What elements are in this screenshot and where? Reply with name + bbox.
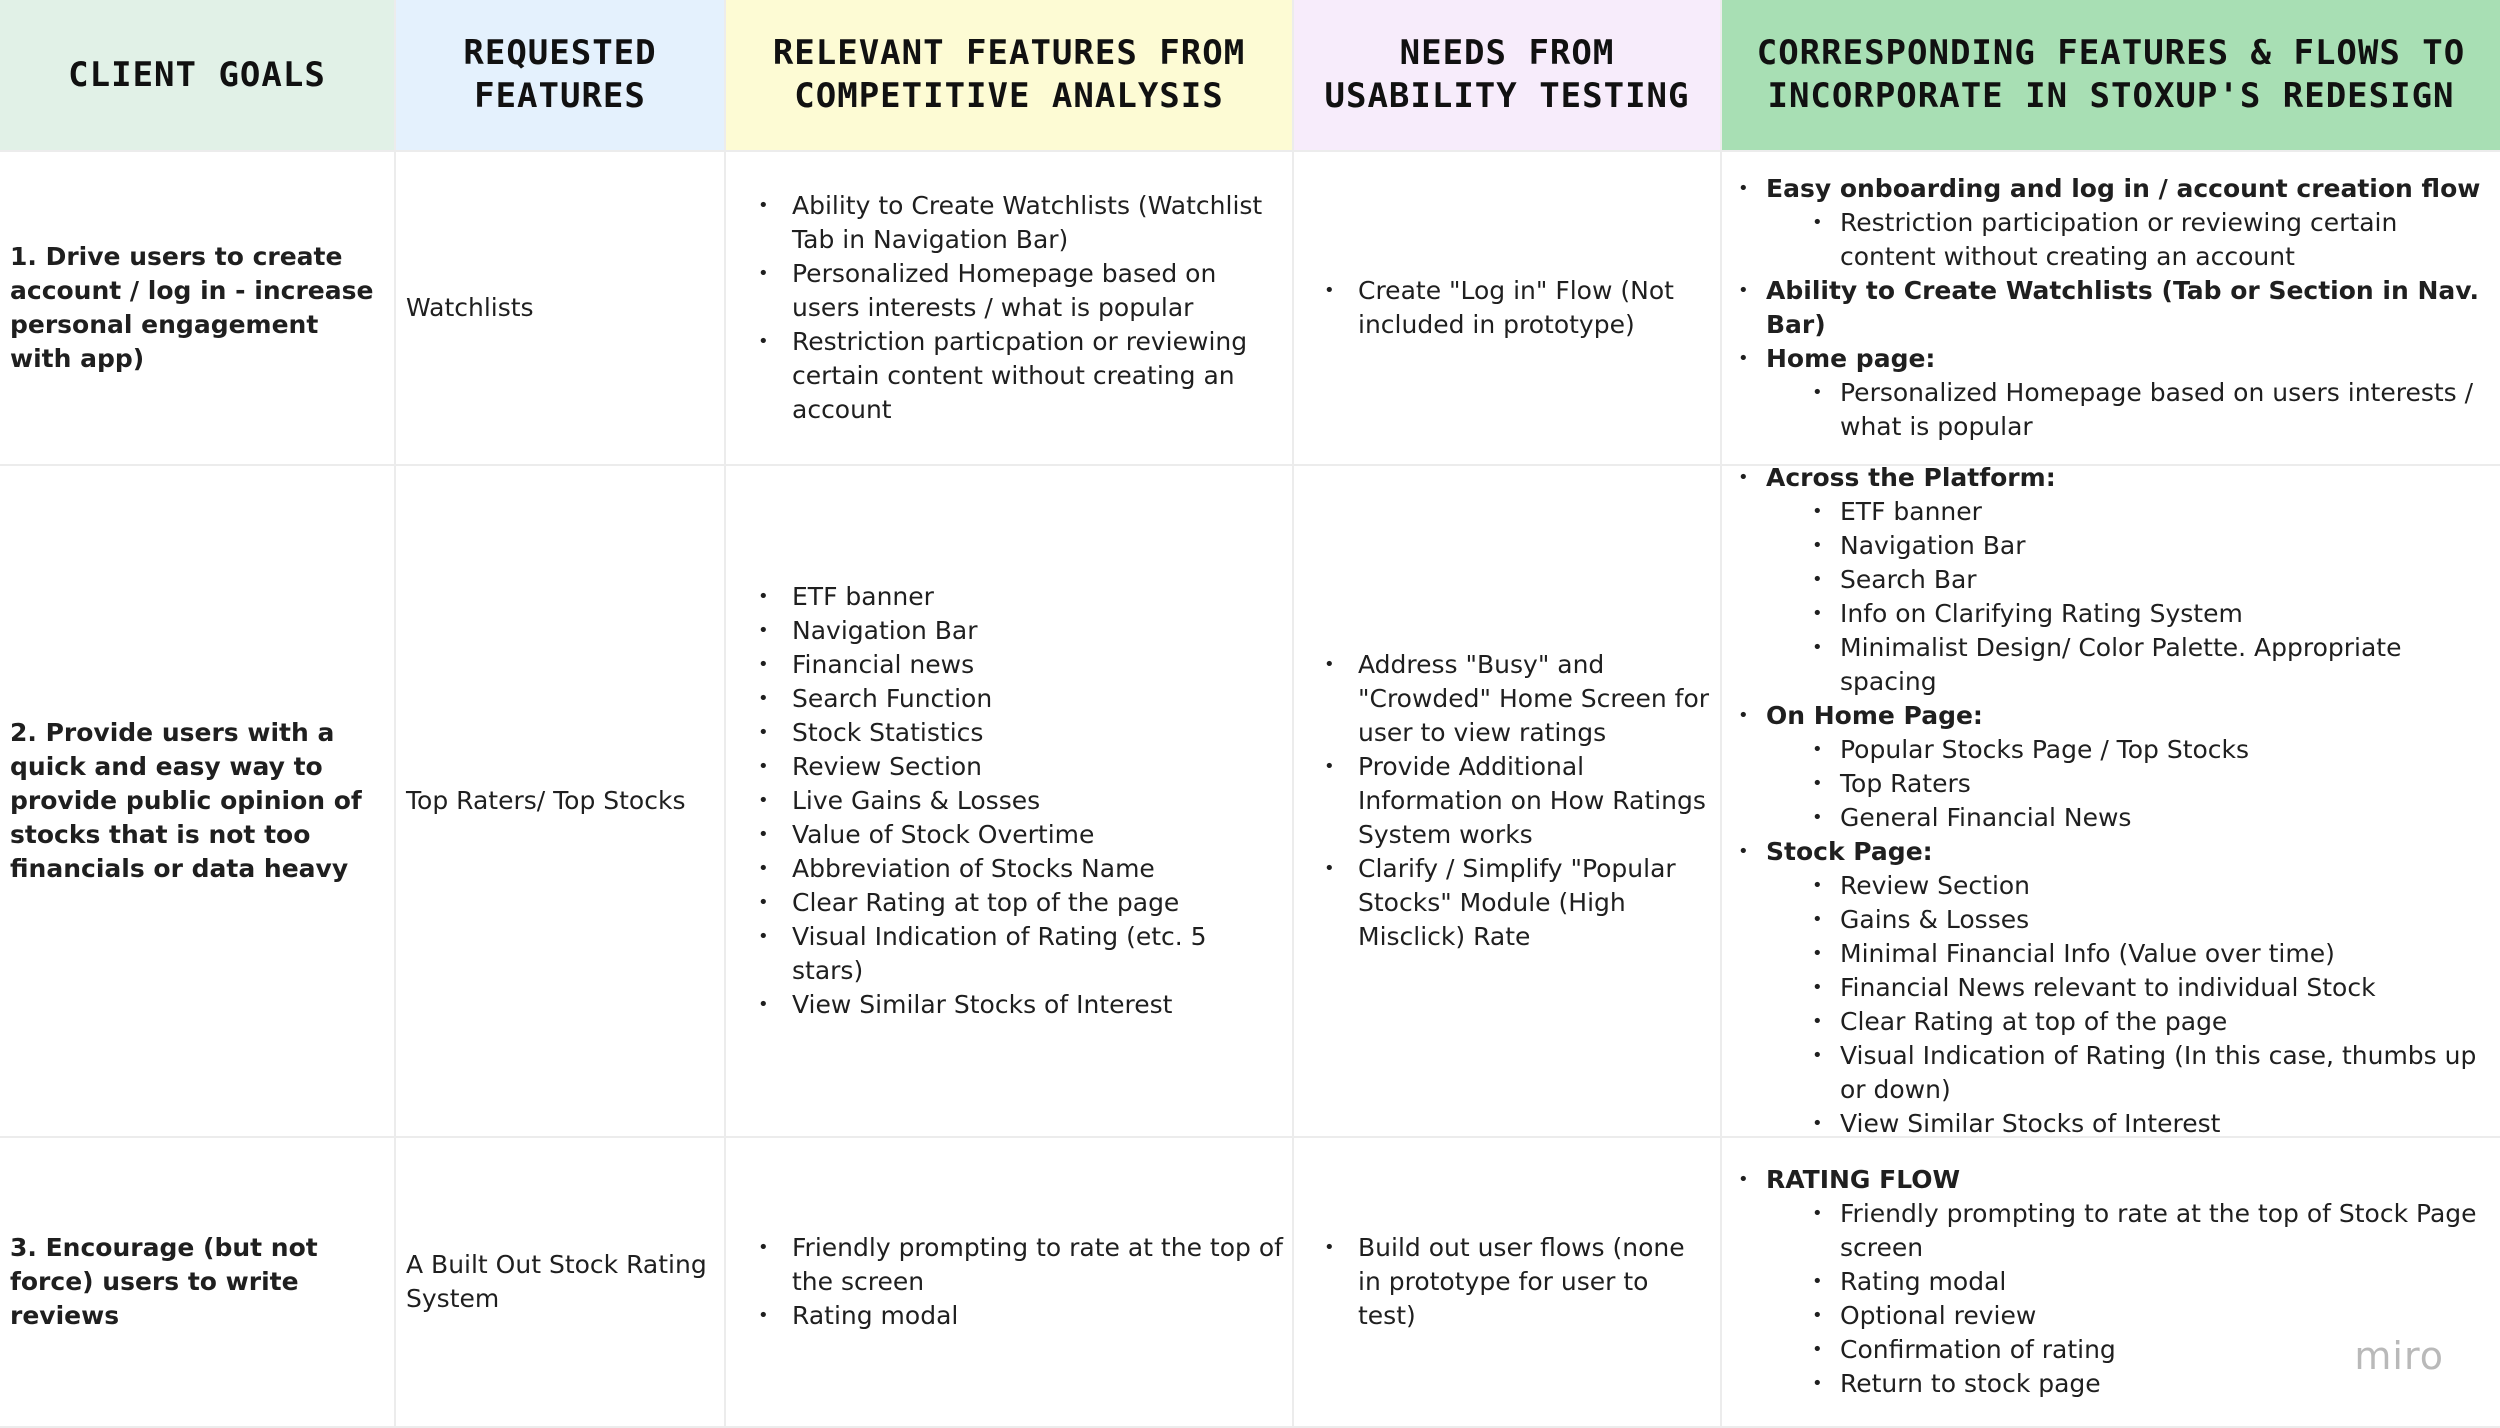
row2-usability bbox=[1294, 466, 1722, 1138]
sub-item: • Gains & Losses bbox=[1766, 903, 2492, 937]
list-item: • Financial news bbox=[756, 648, 1284, 682]
sub-list bbox=[1766, 206, 2492, 274]
sub-item: • Search Bar bbox=[1766, 563, 2492, 597]
miro-watermark: miro bbox=[2354, 1334, 2444, 1378]
sub-item: • Visual Indication of Rating (In this case, thumbs up or down) bbox=[1766, 1039, 2492, 1107]
sub-item: • Minimal Financial Info (Value over time) bbox=[1766, 937, 2492, 971]
row3-requested bbox=[396, 1138, 726, 1428]
requested-text: Top Raters/ Top Stocks bbox=[406, 786, 686, 815]
sub-item: • Clear Rating at top of the page bbox=[1766, 1005, 2492, 1039]
row3-goal bbox=[0, 1138, 396, 1428]
competitive-list bbox=[726, 580, 1292, 1022]
list-item: • Stock Statistics bbox=[756, 716, 1284, 750]
redesign-group bbox=[1730, 274, 2492, 342]
group-title: Ability to Create Watchlists (Tab or Section in Nav. Bar) bbox=[1766, 276, 2480, 339]
usability-list bbox=[1294, 1231, 1720, 1333]
sub-item: • Financial News relevant to individual Stock bbox=[1766, 971, 2492, 1005]
row3-redesign bbox=[1722, 1138, 2500, 1428]
sub-list bbox=[1766, 376, 2492, 444]
sub-item: • Personalized Homepage based on users interests / what is popular bbox=[1766, 376, 2492, 444]
competitive-list bbox=[726, 1231, 1292, 1333]
redesign-group bbox=[1730, 835, 2492, 1138]
sub-item: • ETF banner bbox=[1766, 495, 2492, 529]
header-usability-testing bbox=[1294, 0, 1722, 152]
sub-item: • Popular Stocks Page / Top Stocks bbox=[1766, 733, 2492, 767]
group-title: RATING FLOW bbox=[1766, 1165, 1961, 1194]
header-label: CLIENT GOALS bbox=[68, 54, 326, 95]
goal-text: 1. Drive users to create account / log in - increase personal engagement with app) bbox=[10, 242, 374, 373]
list-item: • Navigation Bar bbox=[756, 614, 1284, 648]
sub-item: • Minimalist Design/ Color Palette. Appropriate spacing bbox=[1766, 631, 2492, 699]
row3-usability bbox=[1294, 1138, 1722, 1428]
sub-item: • Navigation Bar bbox=[1766, 529, 2492, 563]
row1-requested bbox=[396, 152, 726, 466]
sub-item: • Optional review bbox=[1766, 1299, 2492, 1333]
list-item: • Search Function bbox=[756, 682, 1284, 716]
row1-usability bbox=[1294, 152, 1722, 466]
sub-list bbox=[1766, 869, 2492, 1138]
list-item: • Value of Stock Overtime bbox=[756, 818, 1284, 852]
list-item: • Create "Log in" Flow (Not included in prototype) bbox=[1322, 274, 1712, 342]
usability-list bbox=[1294, 274, 1720, 342]
group-title: Home page: bbox=[1766, 344, 1936, 373]
list-item: • Personalized Homepage based on users interests / what is popular bbox=[756, 257, 1284, 325]
redesign-group bbox=[1730, 172, 2492, 274]
group-title: Stock Page: bbox=[1766, 837, 1933, 866]
list-item: • Visual Indication of Rating (etc. 5 stars) bbox=[756, 920, 1284, 988]
list-item: • Clarify / Simplify "Popular Stocks" Module (High Misclick) Rate bbox=[1322, 852, 1712, 954]
list-item: • Restriction particpation or reviewing certain content without creating an account bbox=[756, 325, 1284, 427]
requested-text: Watchlists bbox=[406, 293, 534, 322]
header-competitive-analysis bbox=[726, 0, 1294, 152]
list-item: • Review Section bbox=[756, 750, 1284, 784]
row1-redesign bbox=[1722, 152, 2500, 466]
sub-item: • Return to stock page bbox=[1766, 1367, 2492, 1401]
header-requested-features bbox=[396, 0, 726, 152]
redesign-group bbox=[1730, 699, 2492, 835]
sub-list bbox=[1766, 733, 2492, 835]
sub-list bbox=[1766, 495, 2492, 699]
header-label: RELEVANT FEATURES FROM COMPETITIVE ANALYSIS bbox=[772, 33, 1246, 116]
row2-competitive bbox=[726, 466, 1294, 1138]
group-title: On Home Page: bbox=[1766, 701, 1983, 730]
competitive-list bbox=[726, 189, 1292, 427]
goal-text: 2. Provide users with a quick and easy way to provide public opinion of stocks that is not too financials or data heavy bbox=[10, 718, 362, 883]
sub-item: • Rating modal bbox=[1766, 1265, 2492, 1299]
goal-text: 3. Encourage (but not force) users to write reviews bbox=[10, 1233, 318, 1330]
header-redesign-features bbox=[1722, 0, 2500, 152]
sub-item: • Info on Clarifying Rating System bbox=[1766, 597, 2492, 631]
list-item: • ETF banner bbox=[756, 580, 1284, 614]
sub-item: • General Financial News bbox=[1766, 801, 2492, 835]
header-client-goals bbox=[0, 0, 396, 152]
list-item: • Address "Busy" and "Crowded" Home Screen for user to view ratings bbox=[1322, 648, 1712, 750]
row3-competitive bbox=[726, 1138, 1294, 1428]
redesign-group bbox=[1730, 466, 2492, 699]
list-item: • View Similar Stocks of Interest bbox=[756, 988, 1284, 1022]
sub-item: • Confirmation of rating bbox=[1766, 1333, 2492, 1367]
sub-item: • Friendly prompting to rate at the top of Stock Page screen bbox=[1766, 1197, 2492, 1265]
sub-item: • View Similar Stocks of Interest bbox=[1766, 1107, 2492, 1138]
group-title: Across the Platform: bbox=[1766, 466, 2056, 492]
list-item: • Abbreviation of Stocks Name bbox=[756, 852, 1284, 886]
usability-list bbox=[1294, 648, 1720, 954]
group-title: Easy onboarding and log in / account creation flow bbox=[1766, 174, 2481, 203]
list-item: • Ability to Create Watchlists (Watchlist Tab in Navigation Bar) bbox=[756, 189, 1284, 257]
header-label: NEEDS FROM USABILITY TESTING bbox=[1324, 33, 1690, 116]
list-item: • Live Gains & Losses bbox=[756, 784, 1284, 818]
sub-item: • Top Raters bbox=[1766, 767, 2492, 801]
redesign-list bbox=[1722, 466, 2500, 1138]
redesign-list bbox=[1722, 172, 2500, 444]
redesign-group bbox=[1730, 342, 2492, 444]
list-item: • Build out user flows (none in prototype for user to test) bbox=[1322, 1231, 1712, 1333]
list-item: • Provide Additional Information on How Ratings System works bbox=[1322, 750, 1712, 852]
row2-goal bbox=[0, 466, 396, 1138]
header-label: CORRESPONDING FEATURES & FLOWS TO INCORPORATE IN STOXUP'S REDESIGN bbox=[1756, 33, 2466, 116]
row1-competitive bbox=[726, 152, 1294, 466]
row2-requested bbox=[396, 466, 726, 1138]
list-item: • Rating modal bbox=[756, 1299, 1284, 1333]
row1-goal bbox=[0, 152, 396, 466]
row2-redesign bbox=[1722, 466, 2500, 1138]
list-item: • Clear Rating at top of the page bbox=[756, 886, 1284, 920]
sub-item: • Restriction participation or reviewing certain content without creating an account bbox=[1766, 206, 2492, 274]
sub-item: • Review Section bbox=[1766, 869, 2492, 903]
requested-text: A Built Out Stock Rating System bbox=[406, 1250, 707, 1313]
list-item: • Friendly prompting to rate at the top of the screen bbox=[756, 1231, 1284, 1299]
header-label: REQUESTED FEATURES bbox=[463, 33, 657, 116]
